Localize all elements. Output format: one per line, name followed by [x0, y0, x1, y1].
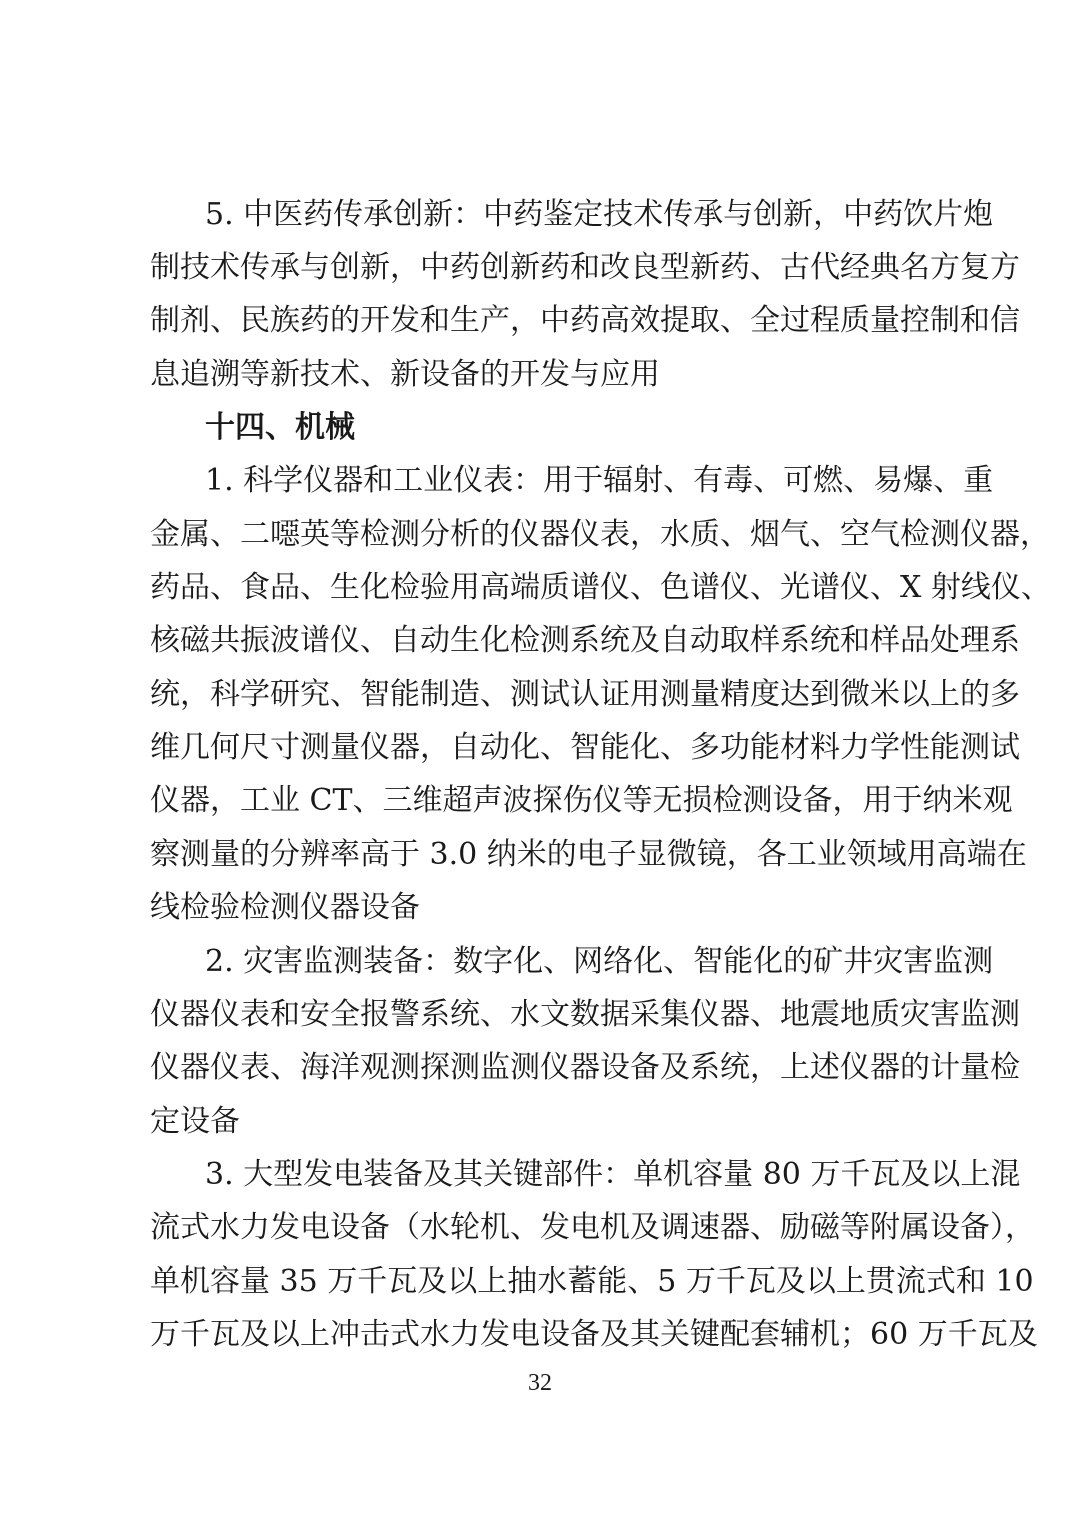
paragraph-line: 仪器，工业 CT、三维超声波探伤仪等无损检测设备，用于纳米观 — [150, 783, 1013, 818]
paragraph-line: 察测量的分辨率高于 3.0 纳米的电子显微镜，各工业领域用高端在 — [150, 837, 1027, 872]
paragraph-line: 2. 灾害监测装备：数字化、网络化、智能化的矿井灾害监测 — [205, 944, 994, 979]
paragraph-line: 万千瓦及以上冲击式水力发电设备及其关键配套辅机；60 万千瓦及 — [150, 1317, 1038, 1352]
paragraph-line: 维几何尺寸测量仪器，自动化、智能化、多功能材料力学性能测试 — [150, 730, 1020, 765]
paragraph-line: 3. 大型发电装备及其关键部件：单机容量 80 万千瓦及以上混 — [205, 1157, 1021, 1192]
paragraph-line: 线检验检测仪器设备 — [150, 890, 420, 925]
paragraph-line: 统，科学研究、智能制造、测试认证用测量精度达到微米以上的多 — [150, 677, 1020, 712]
paragraph-line: 流式水力发电设备（水轮机、发电机及调速器、励磁等附属设备）， — [150, 1210, 1035, 1245]
paragraph-line: 定设备 — [150, 1104, 240, 1139]
paragraph-line: 仪器仪表、海洋观测探测监测仪器设备及系统，上述仪器的计量检 — [150, 1050, 1020, 1085]
paragraph-line: 药品、食品、生化检验用高端质谱仪、色谱仪、光谱仪、X 射线仪、 — [150, 570, 1051, 605]
page-number: 32 — [528, 1370, 552, 1396]
paragraph-line: 制技术传承与创新，中药创新药和改良型新药、古代经典名方复方 — [150, 250, 1020, 285]
paragraph-line: 核磁共振波谱仪、自动生化检测系统及自动取样系统和样品处理系 — [150, 623, 1020, 658]
section-heading: 十四、机械 — [205, 410, 355, 445]
paragraph-line: 金属、二噁英等检测分析的仪器仪表，水质、烟气、空气检测仪器， — [150, 517, 1050, 552]
paragraph-line: 息追溯等新技术、新设备的开发与应用 — [150, 357, 660, 392]
paragraph-line: 1. 科学仪器和工业仪表：用于辐射、有毒、可燃、易爆、重 — [205, 463, 994, 498]
paragraph-line: 制剂、民族药的开发和生产，中药高效提取、全过程质量控制和信 — [150, 303, 1020, 338]
paragraph-line: 5. 中医药传承创新：中药鉴定技术传承与创新，中药饮片炮 — [205, 197, 994, 232]
paragraph-line: 单机容量 35 万千瓦及以上抽水蓄能、5 万千瓦及以上贯流式和 10 — [150, 1264, 1034, 1299]
paragraph-line: 仪器仪表和安全报警系统、水文数据采集仪器、地震地质灾害监测 — [150, 997, 1020, 1032]
